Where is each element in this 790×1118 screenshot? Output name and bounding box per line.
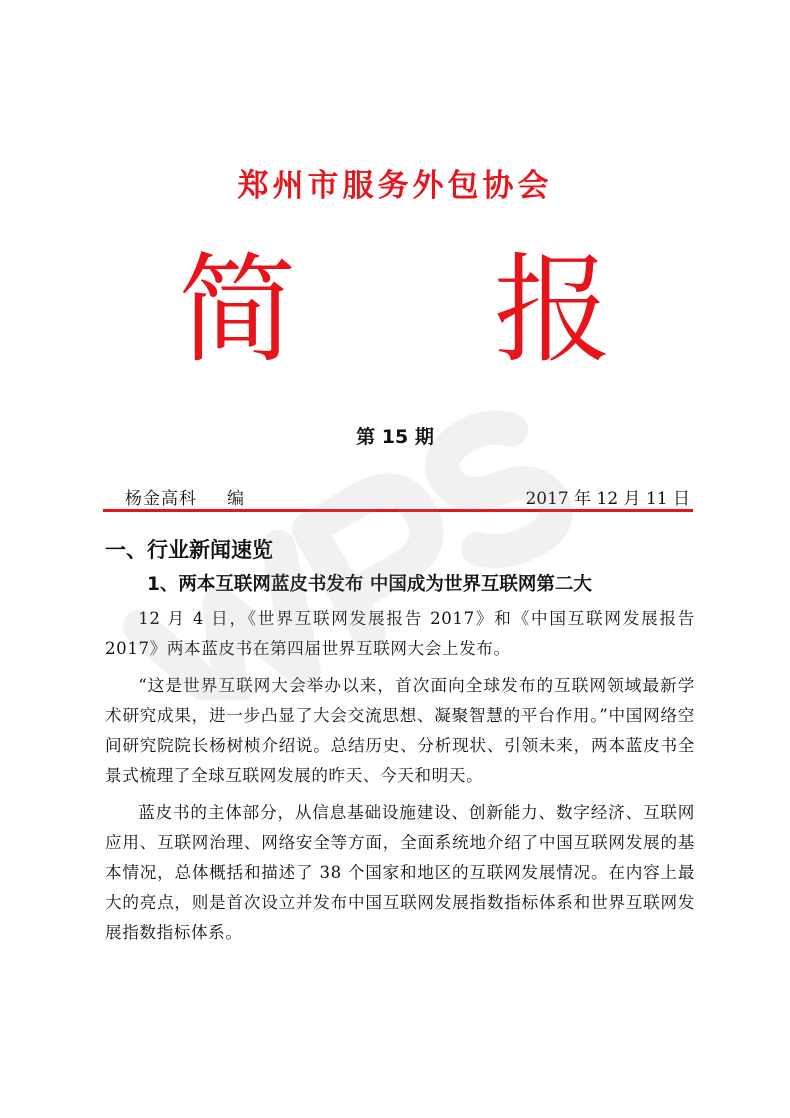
issue-number: 第 15 期 (356, 426, 434, 448)
editor-date-row (125, 484, 690, 509)
section-heading: 一、行业新闻速览 (105, 538, 273, 562)
article-body (105, 604, 695, 955)
publish-date: 2017 年 12 月 11 日 (525, 489, 690, 509)
article-paragraph: “这是世界互联网大会举办以来，首次面向全球发布的互联网领域最新学术研究成果，进一步凸显了大会交流思想、凝聚智慧的平台作用。”中国网络空间研究院院长杨树桢介绍说。总结历史、分析现状、引领未来，两本蓝皮书全景式梳理了全球互联网发展的昨天、今天和明天。 (105, 676, 695, 785)
article-heading: 1、两本互联网蓝皮书发布 中国成为世界互联网第二大 (147, 574, 592, 595)
organization-title: 郑州市服务外包协会 (237, 168, 553, 204)
header-divider (103, 509, 693, 512)
article-paragraph: 12 月 4 日，《世界互联网发展报告 2017》和《中国互联网发展报告 2017》两本蓝皮书在第四届世界互联网大会上发布。 (105, 609, 695, 658)
editor-suffix: 编 (227, 489, 245, 509)
article-paragraph: 蓝皮书的主体部分，从信息基础设施建设、创新能力、数字经济、互联网应用、互联网治理、网络安全等方面，全面系统地介绍了中国互联网发展的基本情况，总体概括和描述了 38 个国家和地区的互联网发展情况。在内容上最大的亮点，则是首次设立并发布中国互联网发展指数指标体系和世界互联网发展指数指标体系。 (105, 803, 695, 942)
editor-name: 杨金高科 (125, 489, 197, 509)
editor-line (125, 484, 245, 509)
bulletin-title: 简 报 (178, 241, 692, 379)
